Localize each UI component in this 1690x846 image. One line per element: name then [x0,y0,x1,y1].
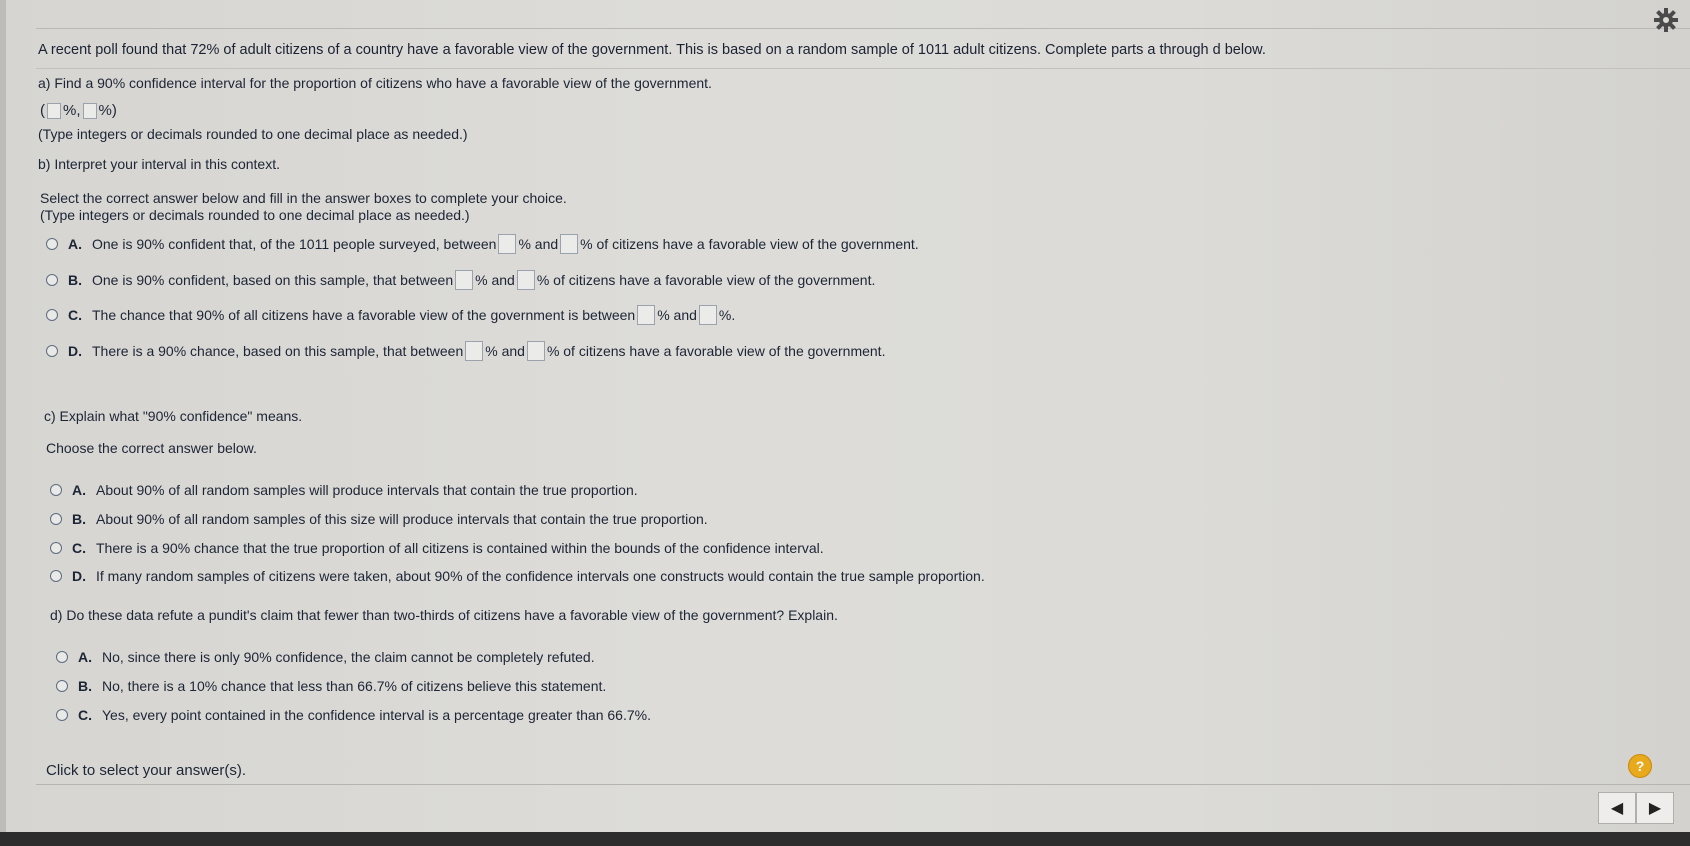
gear-icon[interactable] [1652,6,1680,34]
part-c-option-a[interactable]: A. About 90% of all random samples will produce intervals that contain the true proportion. [50,482,638,498]
radio-button[interactable] [56,651,68,663]
part-b-option-d[interactable]: D. There is a 90% chance, based on this sample, that between % and % of citizens have a favorable view of the government. [46,341,885,361]
radio-button[interactable] [50,570,62,582]
question-intro: A recent poll found that 72% of adult citizens of a country have a favorable view of the government. This is based on a random sample of 1011 adult citizens. Complete parts a through d below. [38,42,1266,58]
footer-divider [36,784,1690,785]
radio-button[interactable] [46,345,58,357]
part-d-question: d) Do these data refute a pundit's claim that fewer than two-thirds of citizens have a favorable view of the government? Explain. [50,607,838,623]
answer-box[interactable] [498,234,516,254]
interval-lower-input[interactable] [47,103,61,119]
previous-button[interactable]: ◀ [1598,792,1636,824]
open-paren: ( [40,102,45,119]
intro-divider [36,68,1690,69]
part-b-instruction: Select the correct answer below and fill in the answer boxes to complete your choice. [40,190,567,206]
top-divider [36,28,1690,29]
status-text: Click to select your answer(s). [46,762,247,779]
pct-label-1: %, [63,102,81,119]
answer-box[interactable] [637,305,655,325]
part-b-option-c[interactable]: C. The chance that 90% of all citizens have a favorable view of the government is between % and %. [46,305,735,325]
part-c-question: c) Explain what "90% confidence" means. [44,408,303,424]
help-icon[interactable]: ? [1628,754,1652,778]
frame-left [0,0,6,846]
part-a-hint: (Type integers or decimals rounded to one decimal place as needed.) [38,126,468,142]
answer-box[interactable] [465,341,483,361]
radio-button[interactable] [50,484,62,496]
answer-box[interactable] [527,341,545,361]
part-d-option-a[interactable]: A. No, since there is only 90% confidence, the claim cannot be completely refuted. [56,649,595,665]
part-c-option-c[interactable]: C. There is a 90% chance that the true proportion of all citizens is contained within the bounds of the confidence interval. [50,540,824,556]
answer-box[interactable] [455,270,473,290]
radio-button[interactable] [50,542,62,554]
next-button[interactable]: ▶ [1636,792,1674,824]
part-b-option-a[interactable]: A. One is 90% confident that, of the 1011 people surveyed, between % and % of citizens have a favorable view of the government. [46,234,919,254]
part-c-instruction: Choose the correct answer below. [46,440,257,456]
monitor-bezel [0,832,1690,846]
radio-button[interactable] [56,709,68,721]
part-c-option-b[interactable]: B. About 90% of all random samples of this size will produce intervals that contain the true proportion. [50,511,708,527]
part-b-question: b) Interpret your interval in this context. [38,156,280,172]
radio-button[interactable] [56,680,68,692]
radio-button[interactable] [50,513,62,525]
part-d-option-b[interactable]: B. No, there is a 10% chance that less than 66.7% of citizens believe this statement. [56,678,606,694]
interval-answer-row [40,102,117,119]
pct-label-2: %) [98,102,117,119]
part-d-option-c[interactable]: C. Yes, every point contained in the confidence interval is a percentage greater than 66.7%. [56,707,651,723]
part-b-option-b[interactable]: B. One is 90% confident, based on this sample, that between % and % of citizens have a favorable view of the government. [46,270,875,290]
radio-button[interactable] [46,238,58,250]
answer-box[interactable] [517,270,535,290]
answer-box[interactable] [560,234,578,254]
interval-upper-input[interactable] [83,103,97,119]
part-a-question: a) Find a 90% confidence interval for the proportion of citizens who have a favorable view of the government. [38,75,712,91]
answer-box[interactable] [699,305,717,325]
question-page [36,26,1690,832]
part-c-option-d[interactable]: D. If many random samples of citizens were taken, about 90% of the confidence intervals one constructs would contain the true sample proportion. [50,568,985,584]
radio-button[interactable] [46,274,58,286]
radio-button[interactable] [46,309,58,321]
part-b-hint: (Type integers or decimals rounded to one decimal place as needed.) [40,207,470,223]
